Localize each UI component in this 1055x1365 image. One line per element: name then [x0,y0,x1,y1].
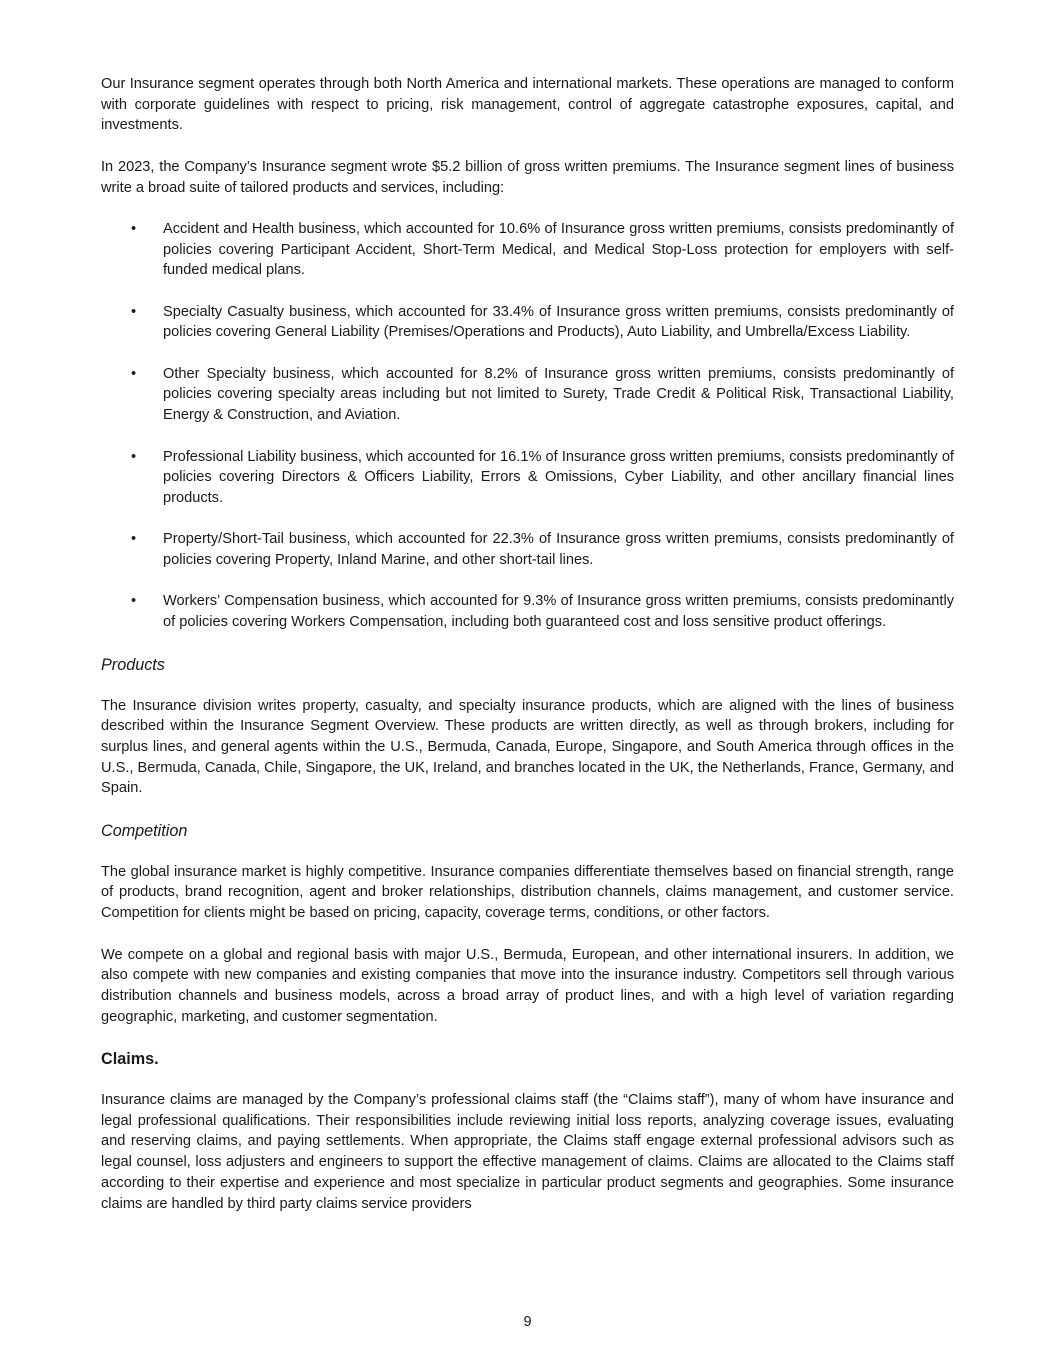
document-page [101,74,954,1235]
list-item-text: Property/Short-Tail business, which accounted for 22.3% of Insurance gross written premiums, consists predominantly of policies covering Property, Inland Marine, and other short-tail lines. [163,531,954,569]
products-heading: Products [101,655,165,674]
list-item [101,591,954,632]
bullet-icon: • [131,220,137,237]
list-item-text: Professional Liability business, which accounted for 16.1% of Insurance gross written premiums, consists predominantly of policies covering Directors & Officers Liability, Errors & Omissions, Cyber Liability, and other ancillary financial lines products. [163,448,954,506]
list-item [101,529,954,570]
list-item [101,219,954,281]
bullet-icon: • [131,365,137,382]
list-item-text: Specialty Casualty business, which accounted for 33.4% of Insurance gross written premiums, consists predominantly of policies covering General Liability (Premises/Operations and Products), Auto Liability, and Umbrella/Excess Liability. [163,303,954,341]
list-item-text: Other Specialty business, which accounted for 8.2% of Insurance gross written premiums, consists predominantly of policies covering specialty areas including but not limited to Surety, Trade Credit & Political Risk, Transactional Liability, Energy & Construction, and Aviation. [163,365,954,424]
list-item [101,447,954,509]
list-item-text: Workers’ Compensation business, which accounted for 9.3% of Insurance gross written premiums, consists predominantly of policies covering Workers Compensation, including both guaranteed cost and loss sensitive product offerings. [163,593,954,631]
page-number: 9 [523,1314,532,1330]
intro-paragraph-2: In 2023, the Company’s Insurance segment wrote $5.2 billion of gross written premiums. The Insurance segment lines of business write a broad suite of tailored products and services, including: [101,158,954,196]
bullet-icon: • [131,303,137,320]
competition-paragraph-2: We compete on a global and regional basis with major U.S., Bermuda, European, and other international insurers. In addition, we also compete with new companies and existing companies that move into the insurance industry. Competitors sell through various distribution channels and business models, across a broad array of product lines, and with a high level of variation regarding geographic, marketing, and customer segmentation. [101,946,954,1025]
list-item [101,302,954,343]
bullet-icon: • [131,593,137,610]
lines-of-business-list [101,219,954,633]
bullet-icon: • [131,531,137,548]
intro-paragraph-1: Our Insurance segment operates through both North America and international markets. These operations are managed to conform with corporate guidelines with respect to pricing, risk management, control of aggregate catastrophe exposures, capital, and investments. [101,76,954,134]
competition-paragraph-1: The global insurance market is highly competitive. Insurance companies differentiate themselves based on financial strength, range of products, brand recognition, agent and broker relationships, distribution channels, claims management, and customer service. Competition for clients might be based on pricing, capacity, coverage terms, conditions, or other factors. [101,863,954,922]
claims-paragraph: Insurance claims are managed by the Company’s professional claims staff (the “Claims staff”), many of whom have insurance and legal professional qualifications. Their responsibilities include reviewing initial loss reports, analyzing coverage issues, evaluating and reserving claims, and paying settlements. When appropriate, the Claims staff engage external professional advisors such as legal counsel, loss adjusters and engineers to support the effective management of claims. Claims are allocated to the Claims staff according to their expertise and experience and most specialize in particular product segments and geographies. Some insurance claims are handled by third party claims service providers [101,1092,954,1212]
list-item [101,364,954,426]
products-paragraph: The Insurance division writes property, casualty, and specialty insurance products, which are aligned with the lines of business described within the Insurance Segment Overview. These products are written directly, as well as through brokers, including for surplus lines, and general agents within the U.S., Bermuda, Canada, Europe, Singapore, and South America through offices in the U.S., Bermuda, Canada, Chile, Singapore, the UK, Ireland, and branches located in the UK, the Netherlands, France, Germany, and Spain. [101,697,954,797]
list-item-text: Accident and Health business, which accounted for 10.6% of Insurance gross written premiums, consists predominantly of policies covering Participant Accident, Short-Term Medical, and Medical Stop-Loss protection for employers with self-funded medical plans. [163,220,954,279]
claims-heading: Claims. [101,1050,159,1069]
competition-heading: Competition [101,821,188,840]
bullet-icon: • [131,448,137,465]
